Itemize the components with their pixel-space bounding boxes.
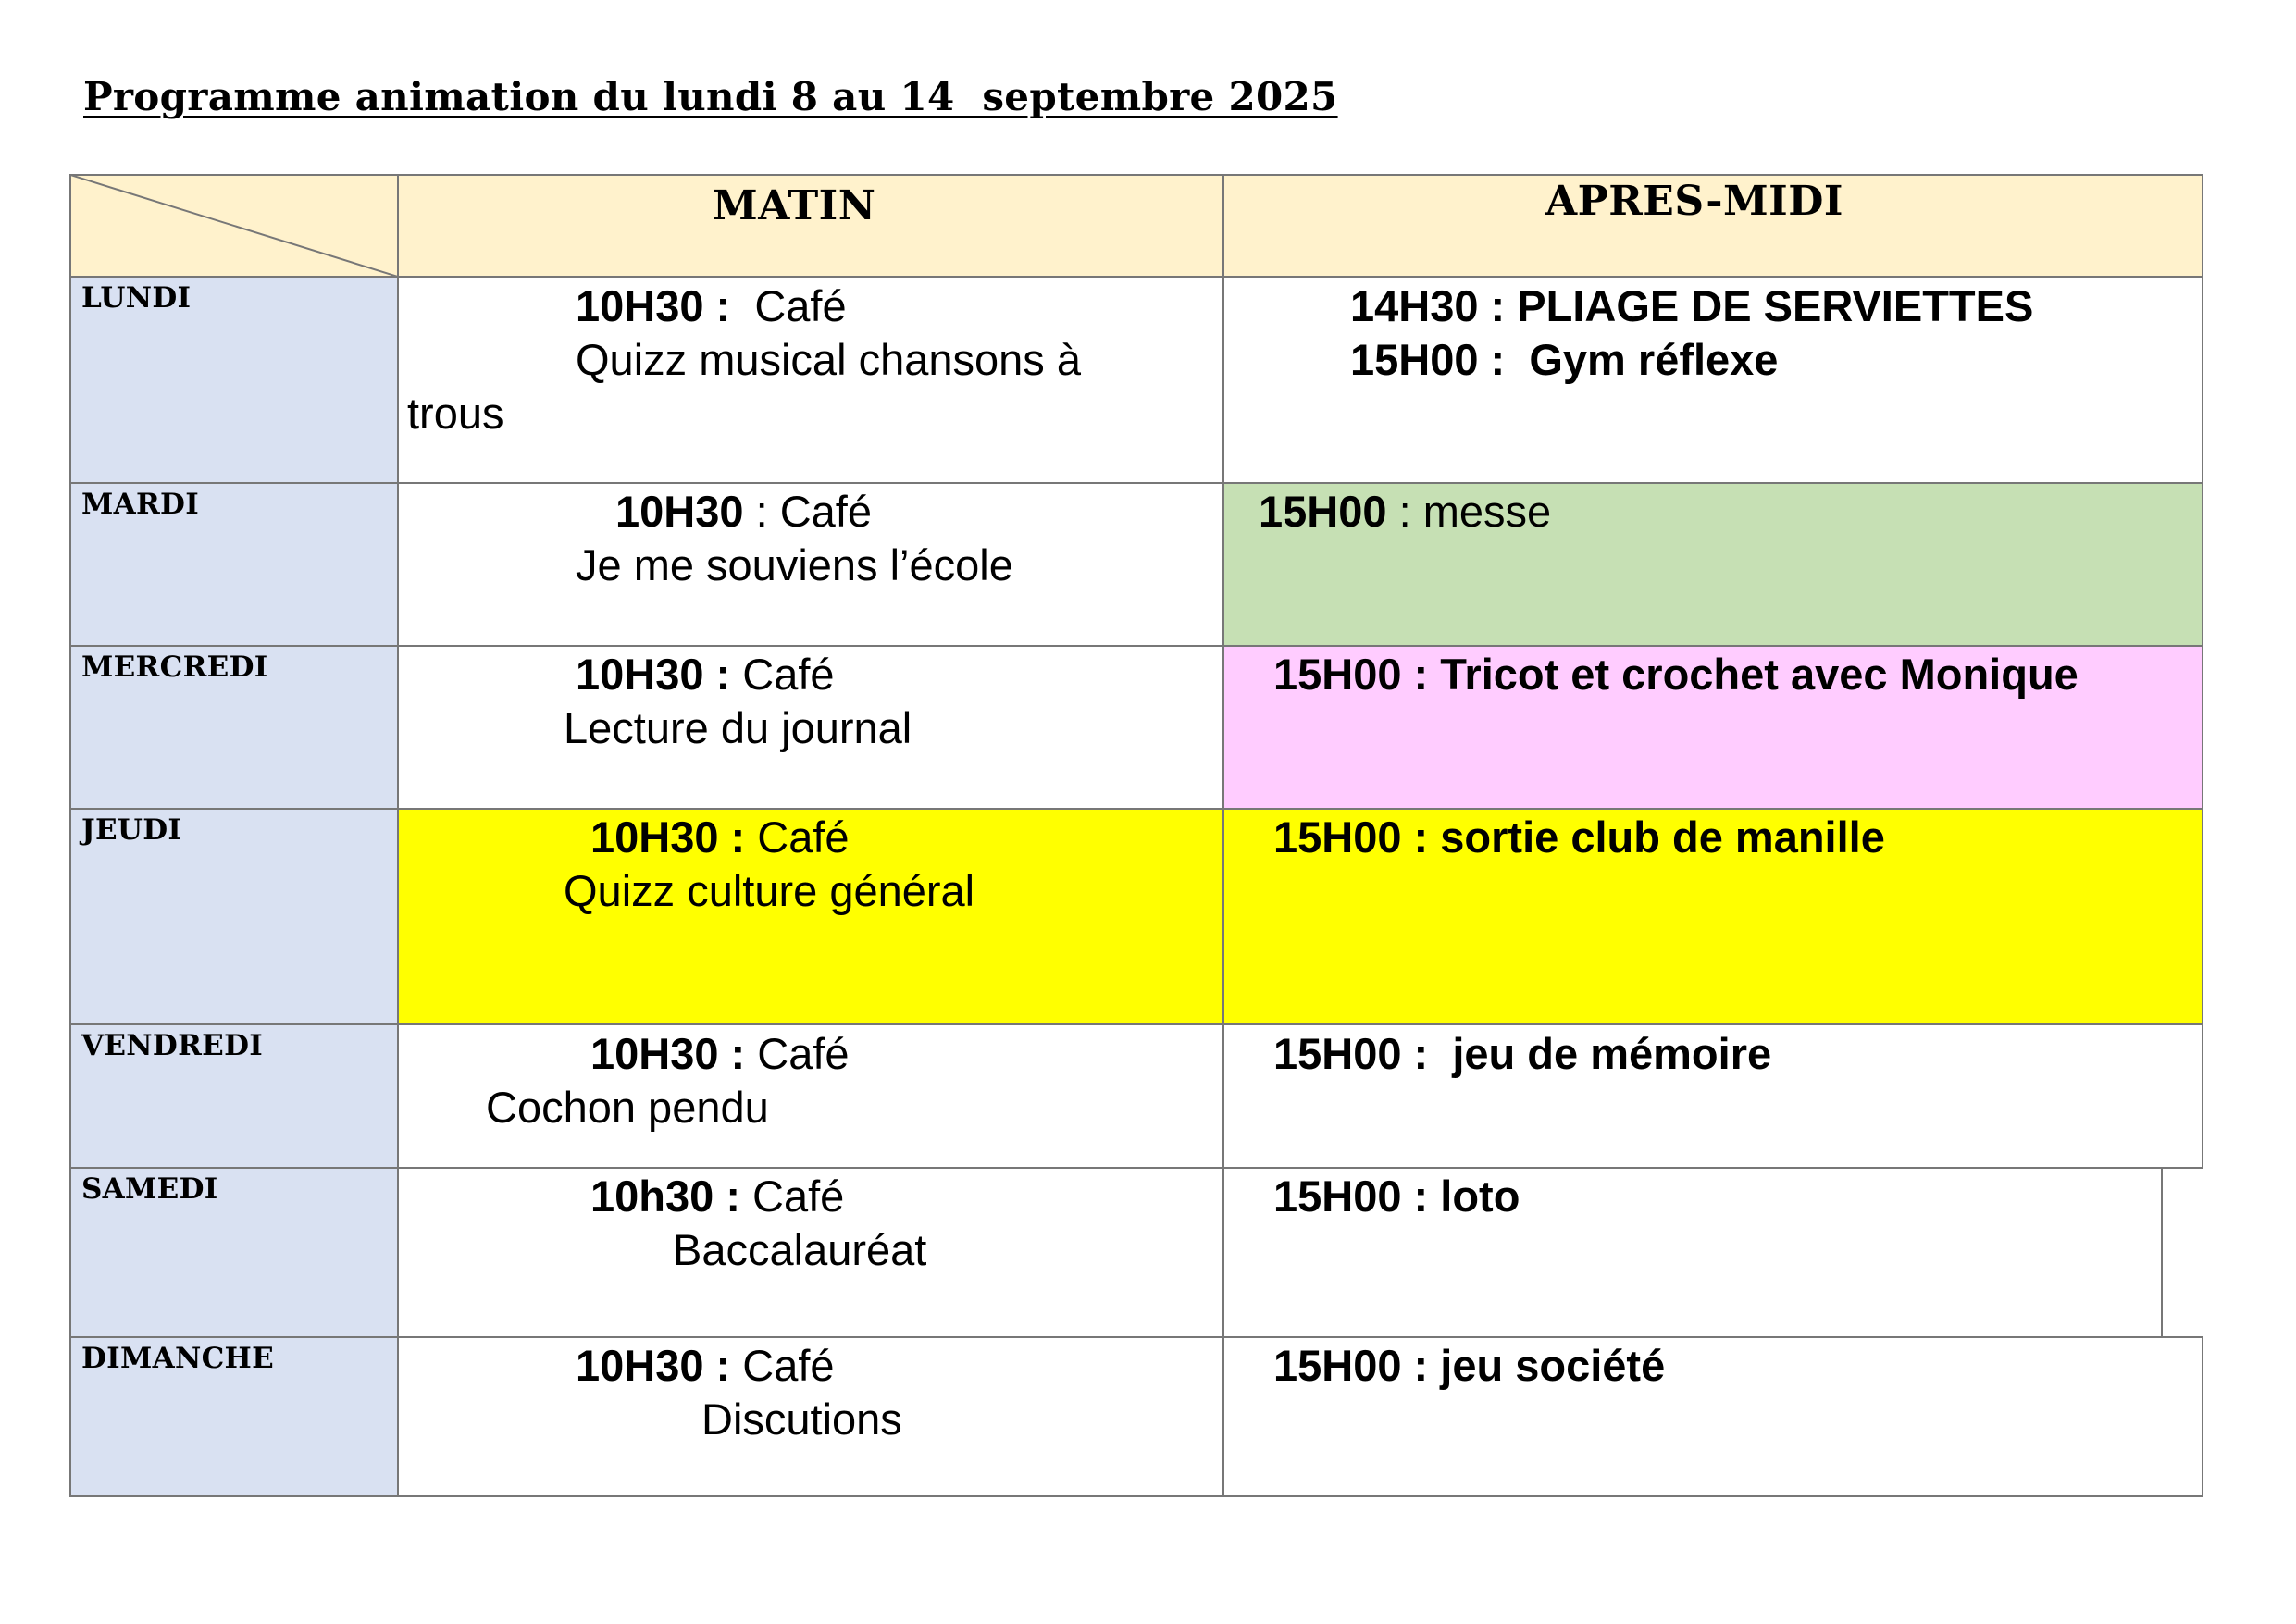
- time-label: 15H00 :: [1273, 650, 1429, 699]
- day-label-jeudi: JEUDI: [81, 813, 182, 847]
- column-divider: [397, 174, 399, 1497]
- activity-label: loto: [1440, 1172, 1520, 1221]
- time-label: 15H00 :: [1350, 335, 1506, 384]
- row-divider: [70, 645, 2203, 647]
- column-divider: [1222, 174, 1224, 1497]
- day-label-lundi: LUNDI: [81, 281, 192, 315]
- header-matin: MATIN: [713, 182, 876, 229]
- lundi-matin-line1: [576, 279, 847, 333]
- day-label-dimanche: DIMANCHE: [81, 1342, 275, 1375]
- samedi-border-right: [2161, 1168, 2163, 1337]
- day-label-samedi: SAMEDI: [81, 1172, 218, 1206]
- page-title: Programme animation du lundi 8 au 14 septembre 2025: [83, 74, 1338, 119]
- activity-label: Café: [757, 1029, 850, 1078]
- samedi-matin-line2: Baccalauréat: [673, 1225, 927, 1274]
- time-label: 15H00: [1259, 487, 1387, 536]
- corner-diagonal: [70, 175, 398, 277]
- mercredi-matin-line1: [576, 648, 835, 701]
- mercredi-matin-line2: Lecture du journal: [564, 703, 912, 752]
- time-label: 15H00 :: [1273, 1172, 1429, 1221]
- lundi-matin-line2: Quizz musical chansons à: [576, 335, 1081, 384]
- dimanche-matin-line1: [576, 1339, 835, 1393]
- day-label-mardi: MARDI: [81, 488, 200, 521]
- vendredi-apres-midi-line1: [1273, 1027, 1771, 1081]
- lundi-apres-midi-line2: [1350, 333, 1778, 387]
- activity-label: Café: [742, 1341, 835, 1390]
- day-label-mercredi: MERCREDI: [81, 651, 268, 684]
- day-label-vendredi: VENDREDI: [81, 1029, 264, 1062]
- time-label: 15H00 :: [1273, 812, 1429, 862]
- time-label: 10H30 :: [576, 281, 731, 330]
- activity-label: PLIAGE DE SERVIETTES: [1517, 281, 2034, 330]
- activity-label: Café: [779, 487, 872, 536]
- time-label: 10h30 :: [590, 1172, 740, 1221]
- time-label: 10H30 :: [590, 812, 746, 862]
- activity-label: Café: [757, 812, 850, 862]
- table-border-left: [69, 174, 71, 1497]
- jeudi-matin-line1: [590, 811, 850, 864]
- dimanche-matin-line2: Discutions: [701, 1395, 902, 1444]
- jeudi-apres-midi-line1: [1273, 811, 1885, 864]
- activity-label: Gym réflexe: [1529, 335, 1779, 384]
- time-label: 14H30 :: [1350, 281, 1506, 330]
- activity-label: sortie club de manille: [1440, 812, 1885, 862]
- vendredi-matin-line2: Cochon pendu: [486, 1083, 769, 1132]
- activity-label: messe: [1422, 487, 1552, 536]
- lundi-apres-midi-line1: [1350, 279, 2033, 333]
- time-label: 15H00 :: [1273, 1341, 1429, 1390]
- row-divider: [70, 808, 2203, 810]
- activity-label: Café: [754, 281, 847, 330]
- table-border-right: [2202, 174, 2203, 1169]
- vendredi-matin-line1: [590, 1027, 850, 1081]
- separator: :: [1398, 487, 1411, 536]
- header-apres-midi: APRES-MIDI: [1545, 178, 1844, 225]
- mardi-matin-line1: [615, 485, 872, 539]
- table-border-right: [2202, 1336, 2203, 1497]
- time-label: 15H00 :: [1273, 1029, 1429, 1078]
- time-label: 10H30 :: [576, 650, 731, 699]
- table-border-bottom: [70, 1495, 2203, 1497]
- time-label: 10H30 :: [590, 1029, 746, 1078]
- row-divider: [70, 482, 2203, 484]
- jeudi-matin-line2: Quizz culture général: [564, 866, 975, 915]
- activity-label: Café: [752, 1172, 845, 1221]
- activity-label: jeu de mémoire: [1452, 1029, 1772, 1078]
- table-border-top: [70, 174, 2203, 176]
- samedi-matin-line1: [590, 1170, 844, 1223]
- activity-label: Café: [742, 650, 835, 699]
- lundi-matin-line3: trous: [407, 389, 504, 438]
- activity-label: jeu société: [1440, 1341, 1666, 1390]
- separator: :: [755, 487, 768, 536]
- mardi-apres-midi-line1: [1259, 485, 1551, 539]
- mardi-matin-line2: Je me souviens l’école: [576, 540, 1013, 589]
- activity-label: Tricot et crochet avec Monique: [1440, 650, 2079, 699]
- row-divider: [70, 276, 2203, 278]
- time-label: 10H30: [615, 487, 744, 536]
- row-divider: [70, 1336, 2203, 1338]
- day-column: [70, 277, 398, 1496]
- dimanche-apres-midi-line1: [1273, 1339, 1665, 1393]
- row-divider: [70, 1167, 2203, 1169]
- mercredi-apres-midi-line1: [1273, 648, 2079, 701]
- row-divider: [70, 1023, 2203, 1025]
- time-label: 10H30 :: [576, 1341, 731, 1390]
- samedi-apres-midi-line1: [1273, 1170, 1520, 1223]
